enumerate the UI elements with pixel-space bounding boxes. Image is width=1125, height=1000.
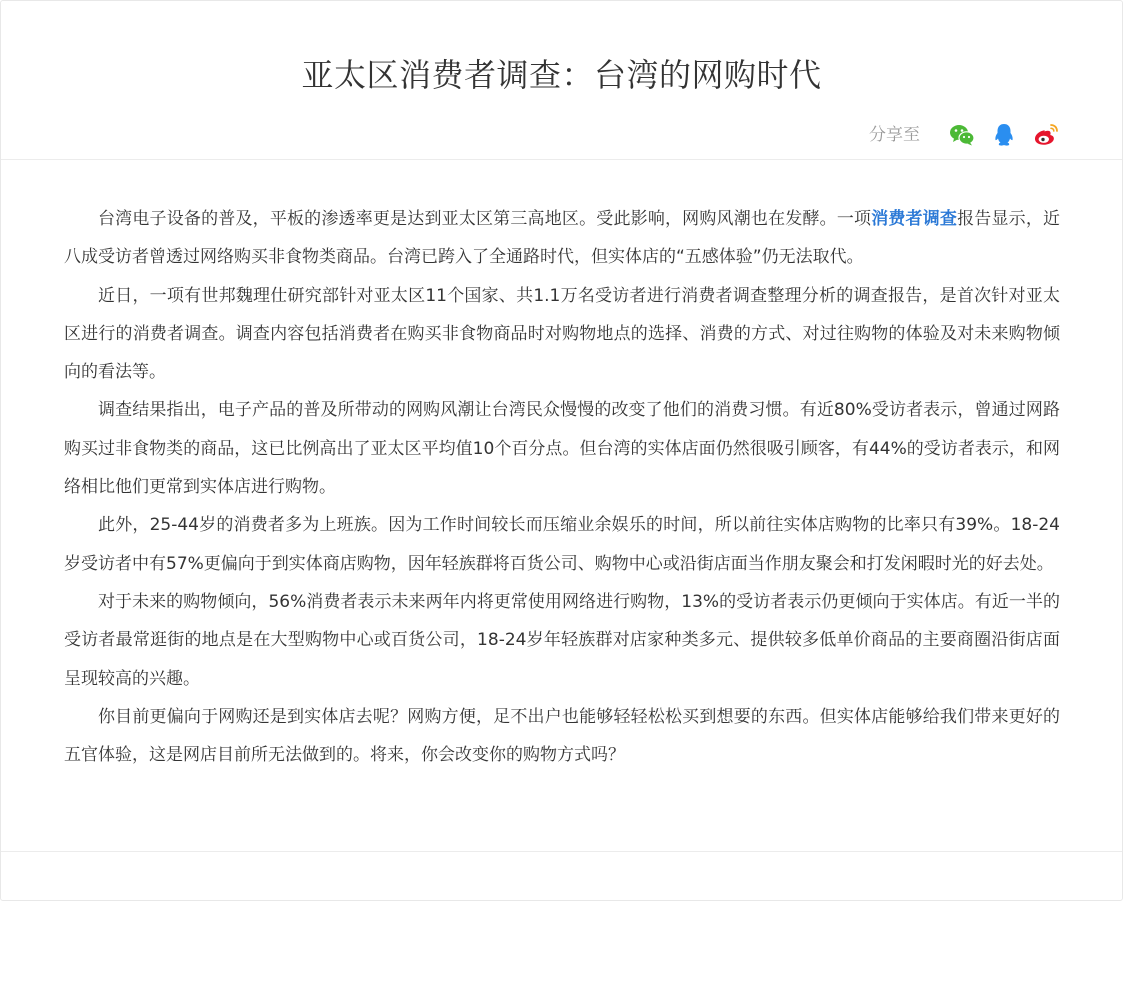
paragraph: 近日，一项有世邦魏理仕研究部针对亚太区11个国家、共1.1万名受访者进行消费者调查整理分析的调查报告，是首次针对亚太区进行的消费者调查。调查内容包括消费者在购买非食物商品时对购物地点的选择、消费的方式、对过往购物的体验及对未来购物倾向的看法等。: [64, 285, 1060, 383]
article-header: [1, 1, 1122, 160]
paragraph: [64, 200, 1060, 277]
share-bar: [869, 121, 1060, 149]
paragraph-text: 报告显示，近八成受访者曾透过网络购买非食物类商品。台湾已跨入了全通路时代，但实体店的“五感体验”仍无法取代。: [64, 209, 1061, 268]
share-label: 分享至: [869, 125, 920, 145]
paragraph: 调查结果指出，电子产品的普及所带动的网购风潮让台湾民众慢慢的改变了他们的消费习惯。有近80%受访者表示，曾通过网路购买过非食物类的商品，这已比例高出了亚太区平均值10个百分点。但台湾的实体店面仍然很吸引顾客，有44%的受访者表示，和网络相比他们更常到实体店进行购物。: [64, 400, 1060, 498]
article-body: [64, 200, 1060, 774]
article-title: 亚太区消费者调查：台湾的网购时代: [301, 56, 822, 94]
paragraph: 此外，25-44岁的消费者多为上班族。因为工作时间较长而压缩业余娱乐的时间，所以前往实体店购物的比率只有39%。18-24岁受访者中有57%更偏向于到实体商店购物，因年轻族群将百货公司、购物中心或沿街店面当作朋友聚会和打发闲暇时光的好去处。: [64, 515, 1060, 574]
paragraph: 你目前更偏向于网购还是到实体店去呢？网购方便，足不出户也能够轻轻松松买到想要的东西。但实体店能够给我们带来更好的五官体验，这是网店目前所无法做到的。将来，你会改变你的购物方式吗？: [64, 706, 1060, 766]
qq-icon[interactable]: [990, 121, 1018, 149]
paragraph: 对于未来的购物倾向，56%消费者表示未来两年内将更常使用网络进行购物，13%的受访者表示仍更倾向于实体店。有近一半的受访者最常逛街的地点是在大型购物中心或百货公司，18-24岁年轻族群对店家种类多元、提供较多低单价商品的主要商圈沿街店面呈现较高的兴趣。: [64, 591, 1060, 689]
weibo-icon[interactable]: [1032, 121, 1060, 149]
consumer-survey-link[interactable]: 消费者调查: [871, 209, 958, 229]
wechat-icon[interactable]: [948, 121, 976, 149]
footer-divider: [1, 851, 1122, 852]
paragraph-text: 台湾电子设备的普及，平板的渗透率更是达到亚太区第三高地区。受此影响，网购风潮也在发酵。一项: [98, 209, 872, 229]
